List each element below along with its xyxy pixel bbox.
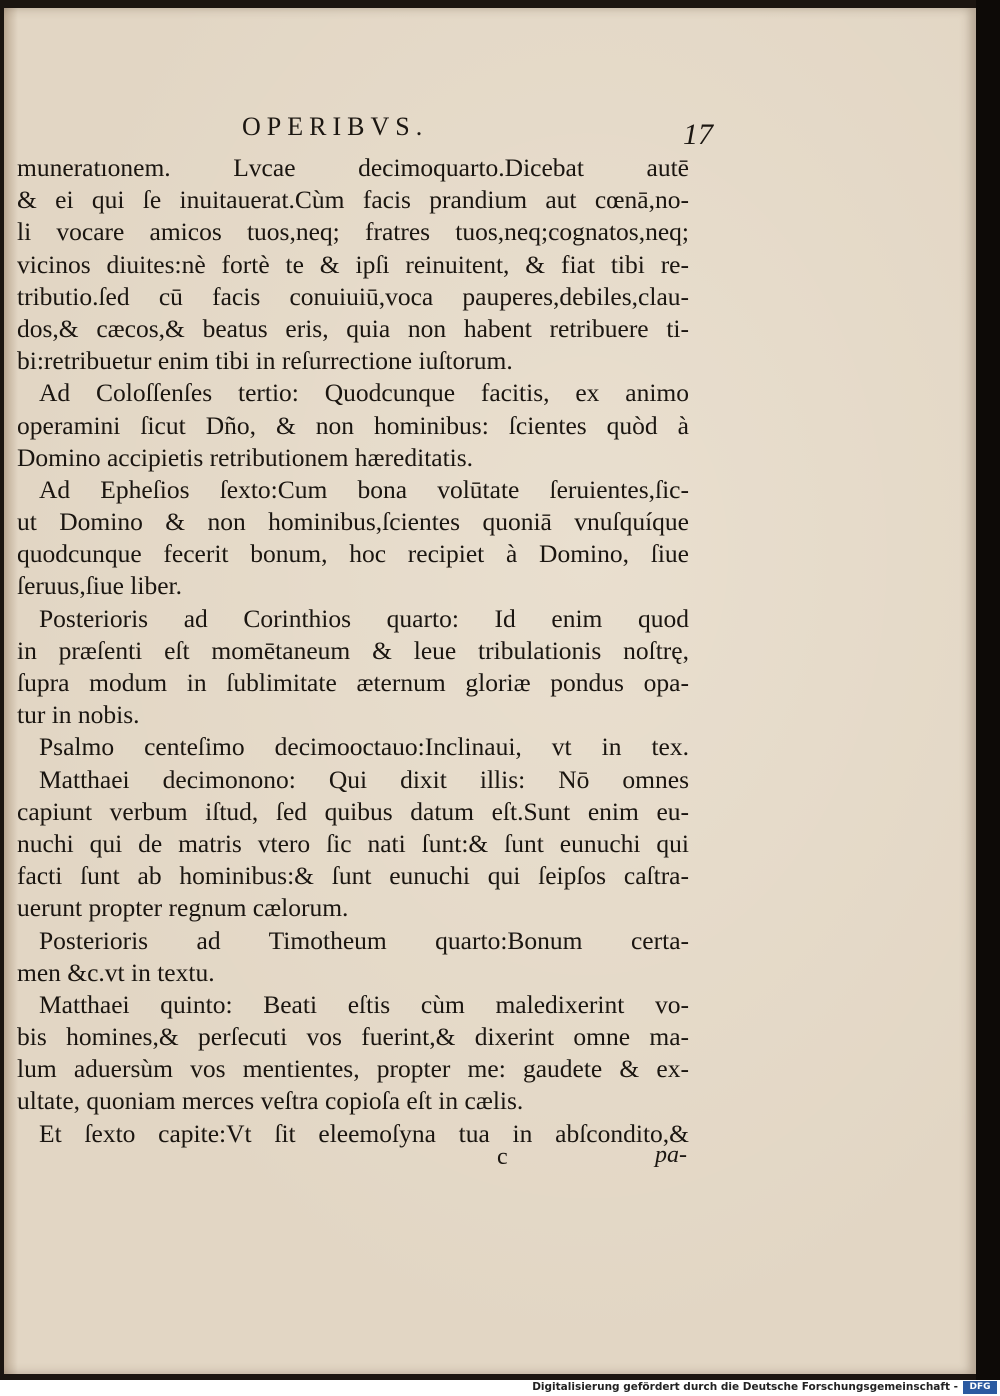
dfg-logo: DFG xyxy=(963,1381,997,1394)
text-line: operamini ſicut Dño, & non hominibus: ſcientes quòd à xyxy=(17,410,689,440)
text-line: Posterioris ad Corinthios quarto: Id enim quod xyxy=(39,603,689,633)
text-line: Matthaei decimonono: Qui dixit illis: Nō omnes xyxy=(39,764,689,794)
text-line: muneratıonem. Lvcae decimoquarto.Dicebat autē xyxy=(17,153,689,182)
text-line: ſupra modum in ſublimitate æternum gloriæ pondus opa- xyxy=(17,668,689,697)
text-line: capiunt verbum iſtud, ſed quibus datum eſt.Sunt enim eu- xyxy=(17,796,689,826)
catchword: pa- xyxy=(655,1142,687,1168)
text-line: dos,& cæcos,& beatus eris, quia non habent retribuere ti- xyxy=(17,313,689,343)
text-line: Posterioris ad Timotheum quarto:Bonum certa- xyxy=(39,925,689,955)
text-line: ut Domino & non hominibus,ſcientes quoniā vnuſquíque xyxy=(17,507,689,537)
text-line: Ad Coloſſenſes tertio: Quodcunque facitis, ex animo xyxy=(39,378,689,408)
running-title: OPERIBVS. xyxy=(242,112,429,141)
text-line: men &c.vt in textu. xyxy=(17,957,215,987)
text-line: facti ſunt ab hominibus:& ſunt eunuchi qui ſeipſos caſtra- xyxy=(17,861,689,891)
text-line: vicinos diuites:nè fortè te & ipſi reinuitent, & fiat tibi re- xyxy=(17,249,689,279)
text-line: bi:retribuetur enim tibi in reſurrectione iuſtorum. xyxy=(17,346,513,376)
digitization-notice: Digitalisierung gefördert durch die Deutsche Forschungsgemeinschaft - xyxy=(532,1381,958,1393)
text-line: Domino accipietis retributionem hæreditatis. xyxy=(17,442,474,472)
text-line: Matthaei quinto: Beati eſtis cùm maledixerint vo- xyxy=(39,989,689,1019)
text-line: bis homines,& perſecuti vos fuerint,& dixerint omne ma- xyxy=(17,1022,689,1052)
text-line: tur in nobis. xyxy=(17,700,140,730)
text-line: in præſenti eſt momētaneum & leue tribulationis noſtrę, xyxy=(17,635,689,665)
text-line: ſeruus,ſiue liber. xyxy=(17,571,183,601)
text-line: Ad Epheſios ſexto:Cum bona volūtate ſeruientes,ſic- xyxy=(39,474,689,504)
text-line: lum aduersùm vos mentientes, propter me: gaudete & ex- xyxy=(17,1054,689,1084)
signature-mark: c xyxy=(497,1144,508,1170)
text-line: ultate, quoniam merces veſtra copioſa eſt in cælis. xyxy=(17,1086,524,1116)
page-number: 17 xyxy=(683,118,713,151)
text-line: li vocare amicos tuos,neq; fratres tuos,neq;cognatos,neq; xyxy=(17,217,689,247)
scan-background-edge xyxy=(976,0,1000,1380)
text-line: tributio.ſed cū facis conuiuiū,voca pauperes,debiles,clau- xyxy=(17,281,689,311)
text-line: uerunt propter regnum cælorum. xyxy=(17,893,349,923)
main-text-block xyxy=(17,152,689,1150)
text-line: nuchi qui de matris vtero ſic nati ſunt:& ſunt eunuchi qui xyxy=(17,828,689,858)
text-line: Et ſexto capite:Vt ſit eleemoſyna tua in abſcondito,& xyxy=(39,1118,689,1148)
text-line: & ei qui ſe inuitauerat.Cùm facis prandium aut cœnā,no- xyxy=(17,185,689,215)
text-line: quodcunque fecerit bonum, hoc recipiet à Domino, ſiue xyxy=(17,539,689,569)
text-line: Psalmo centeſimo decimooctauo:Inclinaui, vt in tex. xyxy=(39,732,689,762)
